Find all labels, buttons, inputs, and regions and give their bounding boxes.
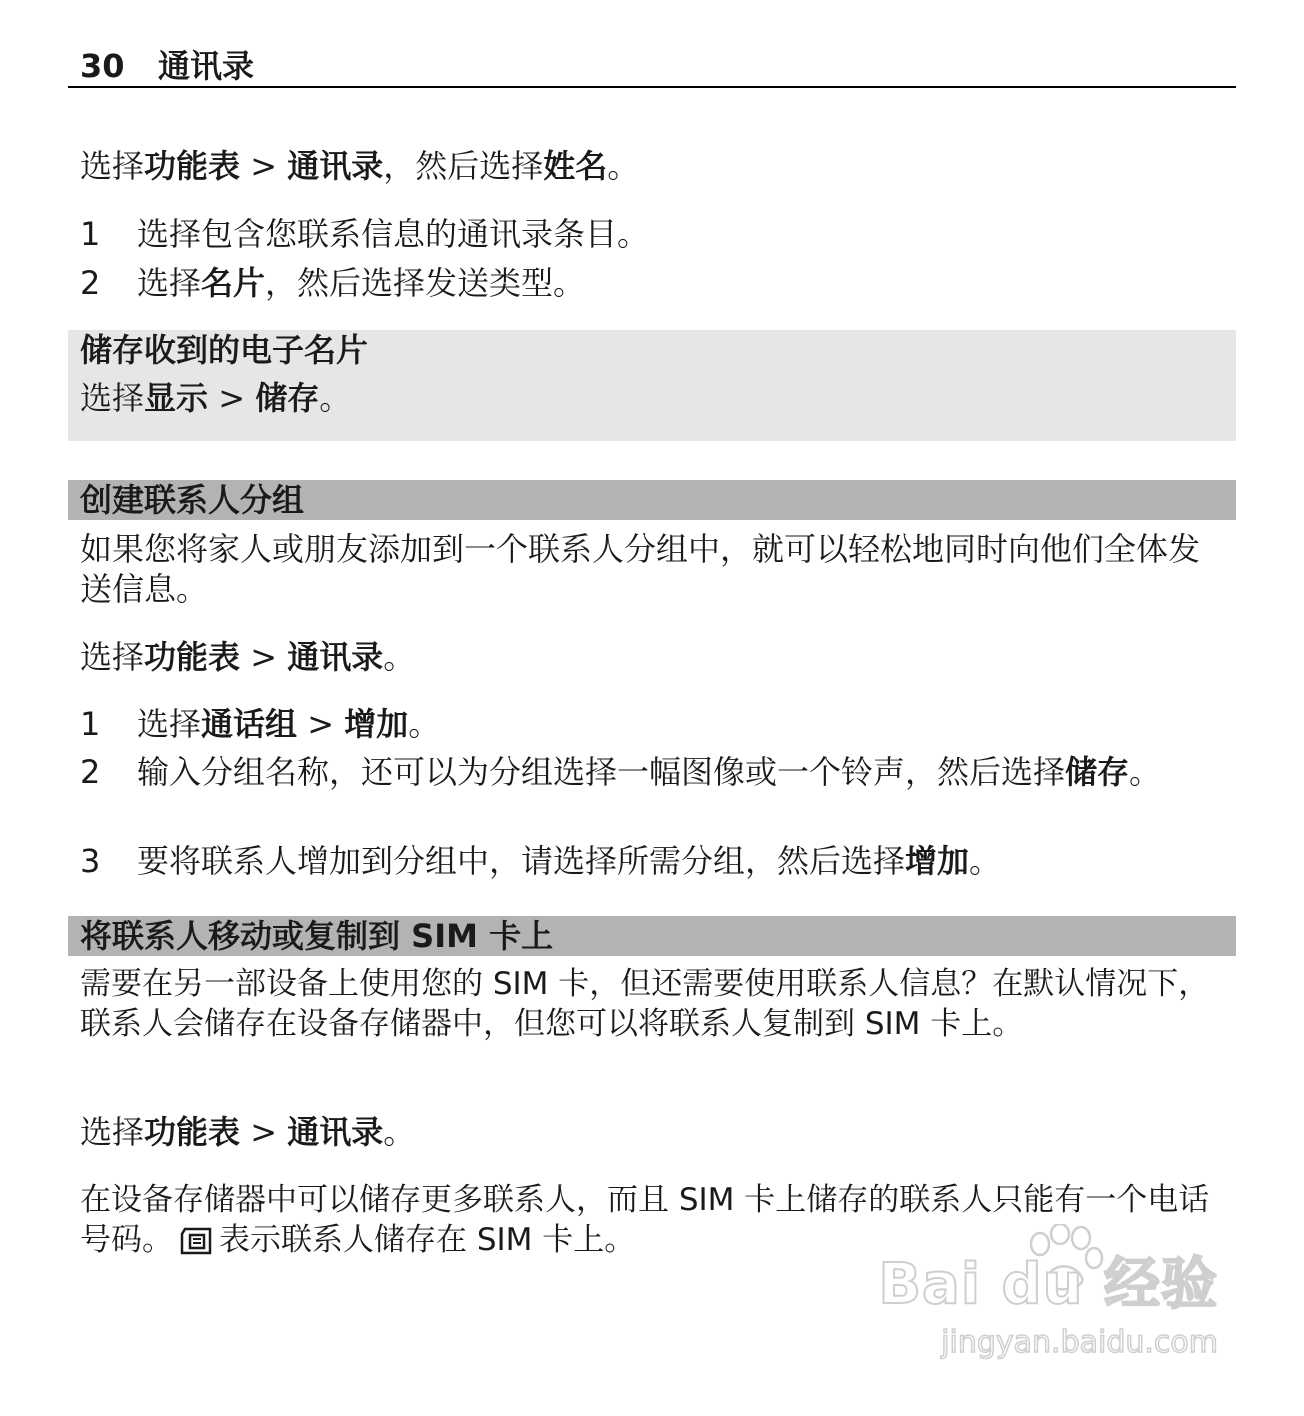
menu-link-add[interactable]: 增加 [344,705,409,743]
menu-link-functions[interactable]: 功能表 [144,147,241,185]
menu-link-show[interactable]: 显示 [144,379,209,417]
section-title: 将联系人移动或复制到 SIM 卡上 [80,917,554,955]
section-title: 创建联系人分组 [80,481,305,519]
group-path-line: 选择功能表 > 通讯录。 [80,638,416,676]
menu-link-business-card[interactable]: 名片 [201,264,266,302]
save-card-box [68,330,1236,441]
sim-intro: 需要在另一部设备上使用您的 SIM 卡，但还需要使用联系人信息？在默认情况下，联系人会储存在设备存储器中，但您可以将联系人复制到 SIM 卡上。 [80,966,1210,1042]
page-number: 30 [80,47,125,85]
menu-link-contacts[interactable]: 通讯录 [287,147,384,185]
list-item: 1 选择包含您联系信息的通讯录条目。 [80,215,650,253]
menu-link-save[interactable]: 储存 [1065,753,1130,791]
sim-path-line: 选择功能表 > 通讯录。 [80,1113,416,1151]
menu-link-functions[interactable]: 功能表 [144,1113,241,1151]
list-item: 1 选择通话组 > 增加。 [80,705,441,743]
menu-link-save[interactable]: 储存 [255,379,320,417]
section-heading-sim [68,916,1236,956]
page-header [80,46,254,86]
section-heading-group [68,480,1236,520]
section-title: 储存收到的电子名片 [80,331,369,369]
header-rule [68,86,1236,88]
send-path-line: 选择功能表 > 通讯录，然后选择姓名。 [80,147,640,185]
save-path-line: 选择显示 > 储存。 [80,379,352,417]
menu-link-name[interactable]: 姓名 [543,147,608,185]
menu-link-call-group[interactable]: 通话组 [201,705,298,743]
sim-card-icon [179,1226,213,1266]
menu-link-functions[interactable]: 功能表 [144,638,241,676]
menu-link-contacts[interactable]: 通讯录 [287,1113,384,1151]
group-intro: 如果您将家人或朋友添加到一个联系人分组中，就可以轻松地同时向他们全体发送信息。 [80,530,1201,608]
list-item: 3 要将联系人增加到分组中，请选择所需分组，然后选择增加。 [80,842,1002,880]
menu-link-add[interactable]: 增加 [905,842,970,880]
list-item: 2 选择名片，然后选择发送类型。 [80,264,586,302]
list-item: 2 输入分组名称，还可以为分组选择一幅图像或一个铃声，然后选择储存。 [80,753,1162,791]
sim-note: 在设备存储器中可以储存更多联系人，而且 SIM 卡上储存的联系人只能有一个电话号码。 表示联系人储存在 SIM 卡上。 [80,1180,1230,1266]
chapter-title: 通讯录 [158,47,255,85]
watermark-url: jingyan.baidu.com [941,1325,1218,1360]
watermark-brand: Bai du 经验 [878,1252,1218,1317]
menu-link-contacts[interactable]: 通讯录 [287,638,384,676]
